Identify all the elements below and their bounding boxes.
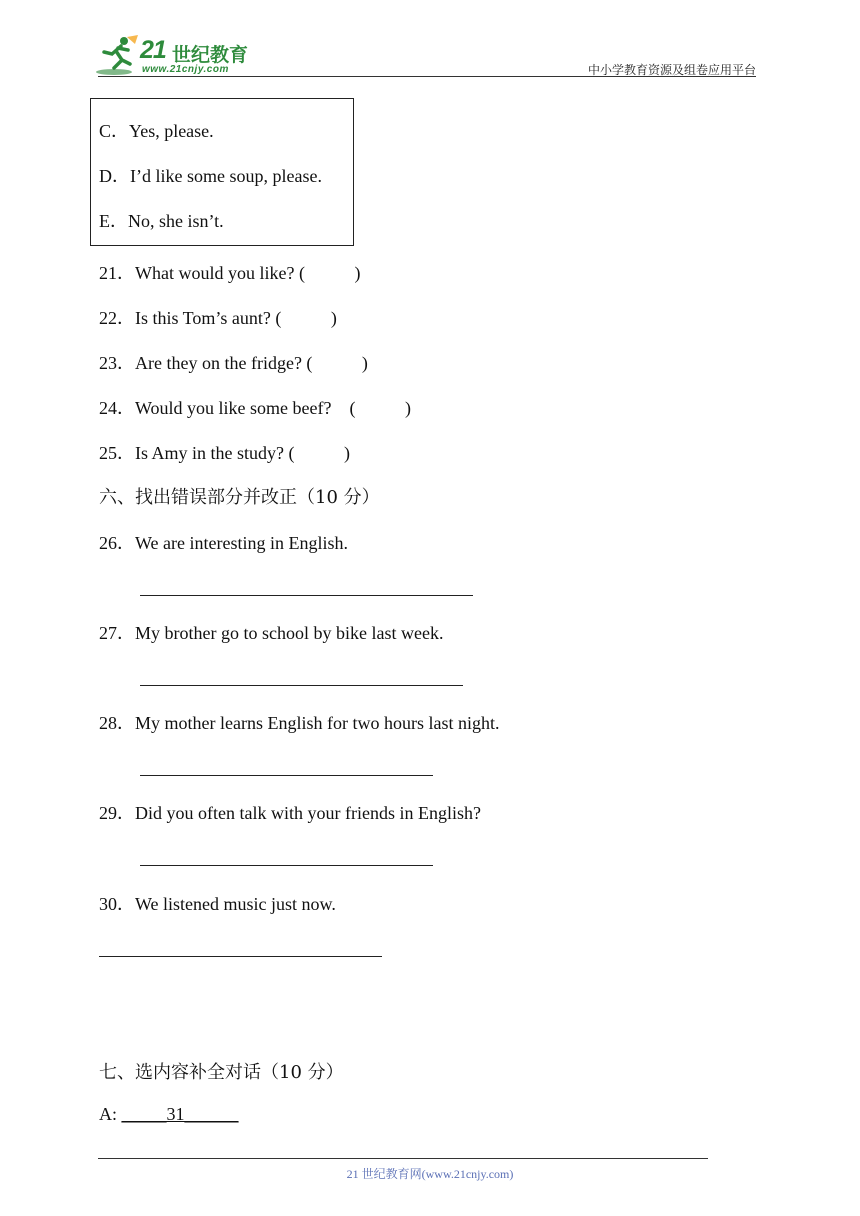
- platform-name: 中小学教育资源及组卷应用平台: [587, 63, 756, 77]
- option-d: D．I’d like some soup, please.: [99, 166, 322, 186]
- answer-line-28[interactable]: [140, 775, 433, 776]
- question-21: 21．What would you like? ( ): [99, 263, 361, 283]
- logo-text: 世纪教育: [172, 44, 249, 66]
- dialogue-line-a: [99, 1104, 239, 1125]
- question-28: 28．My mother learns English for two hours last night.: [99, 713, 500, 733]
- question-26: 26．We are interesting in English.: [99, 533, 348, 553]
- speaker-a-label: A:: [99, 1104, 122, 1124]
- question-22: 22．Is this Tom’s aunt? ( ): [99, 308, 337, 328]
- header-divider: [98, 76, 756, 77]
- blank-before-31[interactable]: _____: [121, 1104, 167, 1124]
- question-29: 29．Did you often talk with your friends in English?: [99, 803, 481, 823]
- logo-url: www.21cnjy.com: [142, 64, 229, 75]
- blank-number-31: 31: [166, 1104, 185, 1124]
- answer-line-30[interactable]: [99, 956, 382, 957]
- site-logo: [94, 34, 264, 78]
- logo-number: 21: [140, 36, 166, 64]
- blank-after-31[interactable]: ______: [184, 1104, 239, 1124]
- section-7-title: 七、选内容补全对话（10 分）: [99, 1062, 344, 1083]
- footer-divider: [98, 1158, 708, 1159]
- question-27: 27．My brother go to school by bike last week.: [99, 623, 444, 643]
- answer-line-29[interactable]: [140, 865, 433, 866]
- answer-line-27[interactable]: [140, 685, 463, 686]
- option-c: C．Yes, please.: [99, 121, 214, 141]
- question-23: 23．Are they on the fridge? ( ): [99, 353, 368, 373]
- runner-icon: [94, 34, 142, 78]
- section-6-title: 六、找出错误部分并改正（10 分）: [99, 487, 380, 508]
- answer-line-26[interactable]: [140, 595, 473, 596]
- question-25: 25．Is Amy in the study? ( ): [99, 443, 350, 463]
- question-24: 24．Would you like some beef? ( ): [99, 398, 411, 418]
- footer-text: 21 世纪教育网(www.21cnjy.com): [346, 1167, 514, 1181]
- question-30: 30．We listened music just now.: [99, 894, 336, 914]
- option-e: E．No, she isn’t.: [99, 211, 224, 231]
